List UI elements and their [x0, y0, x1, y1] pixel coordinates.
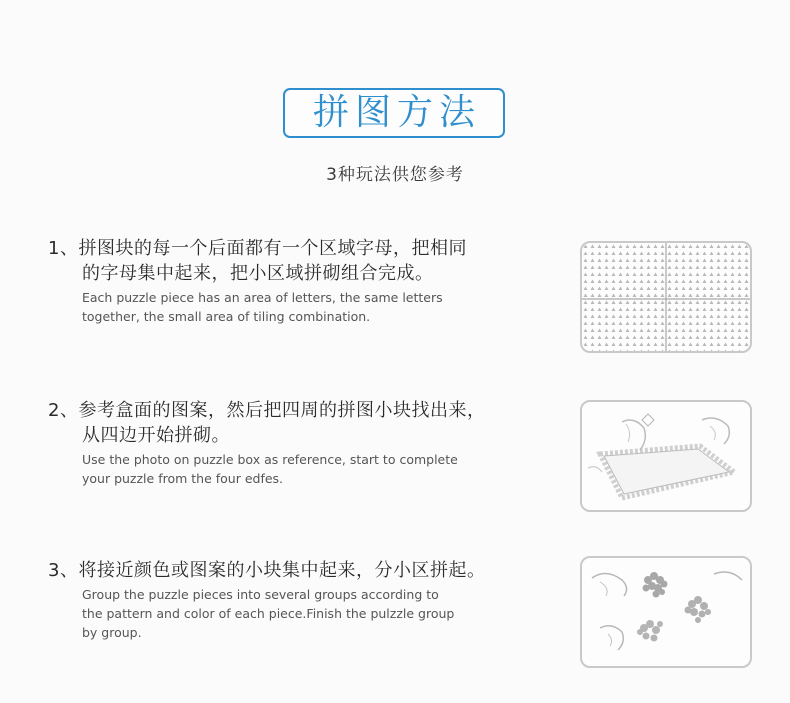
step-1-text-en — [48, 288, 548, 326]
title-frame — [283, 88, 505, 138]
puzzle-groups-hands-icon — [582, 558, 750, 666]
puzzle-grid-icon — [582, 243, 750, 351]
page-title: 拼图方法 — [312, 92, 481, 133]
step-3-text-en — [48, 585, 548, 642]
step-3-text-zh — [48, 558, 548, 583]
step-2-text-zh — [48, 398, 548, 423]
puzzle-border-hands-icon — [582, 402, 750, 510]
step-2-zh-line-2: 从四边开始拼砌。 — [82, 425, 230, 446]
step-2-zh-line-1: 参考盒面的图案，然后把四周的拼图小块找出来， — [78, 400, 486, 421]
step-3 — [48, 558, 548, 642]
step-1 — [48, 236, 548, 326]
step-3-number: 3、 — [48, 560, 79, 581]
page-subtitle: 3种玩法供您参考 — [326, 165, 464, 185]
step-2-en-line-2: your puzzle from the four edfes. — [82, 471, 284, 486]
step-2-number: 2、 — [48, 400, 79, 421]
step-2-text-en — [48, 450, 548, 488]
step-2 — [48, 398, 548, 488]
group-by-color-illustration — [580, 556, 752, 668]
step-2-en-line-1: Use the photo on puzzle box as reference, start to complete — [82, 452, 458, 467]
step-1-text-zh — [48, 236, 548, 261]
step-1-number: 1、 — [48, 238, 79, 259]
puzzle-back-letters-illustration — [580, 241, 752, 353]
step-1-en-line-1: Each puzzle piece has an area of letters, the same letters — [82, 290, 443, 305]
step-3-zh-line-1: 将接近颜色或图案的小块集中起来，分小区拼起。 — [78, 560, 486, 581]
step-1-en-line-2: together, the small area of tiling combination. — [82, 309, 371, 324]
step-3-en-line-2: the pattern and color of each piece.Finish the pulzzle group — [82, 606, 455, 621]
edge-first-illustration — [580, 400, 752, 512]
step-3-en-line-1: Group the puzzle pieces into several groups according to — [82, 587, 439, 602]
step-1-zh-line-1: 拼图块的每一个后面都有一个区域字母，把相同 — [78, 238, 467, 259]
step-3-en-line-3: by group. — [82, 625, 142, 640]
step-1-zh-line-2: 的字母集中起来，把小区域拼砌组合完成。 — [82, 263, 434, 284]
